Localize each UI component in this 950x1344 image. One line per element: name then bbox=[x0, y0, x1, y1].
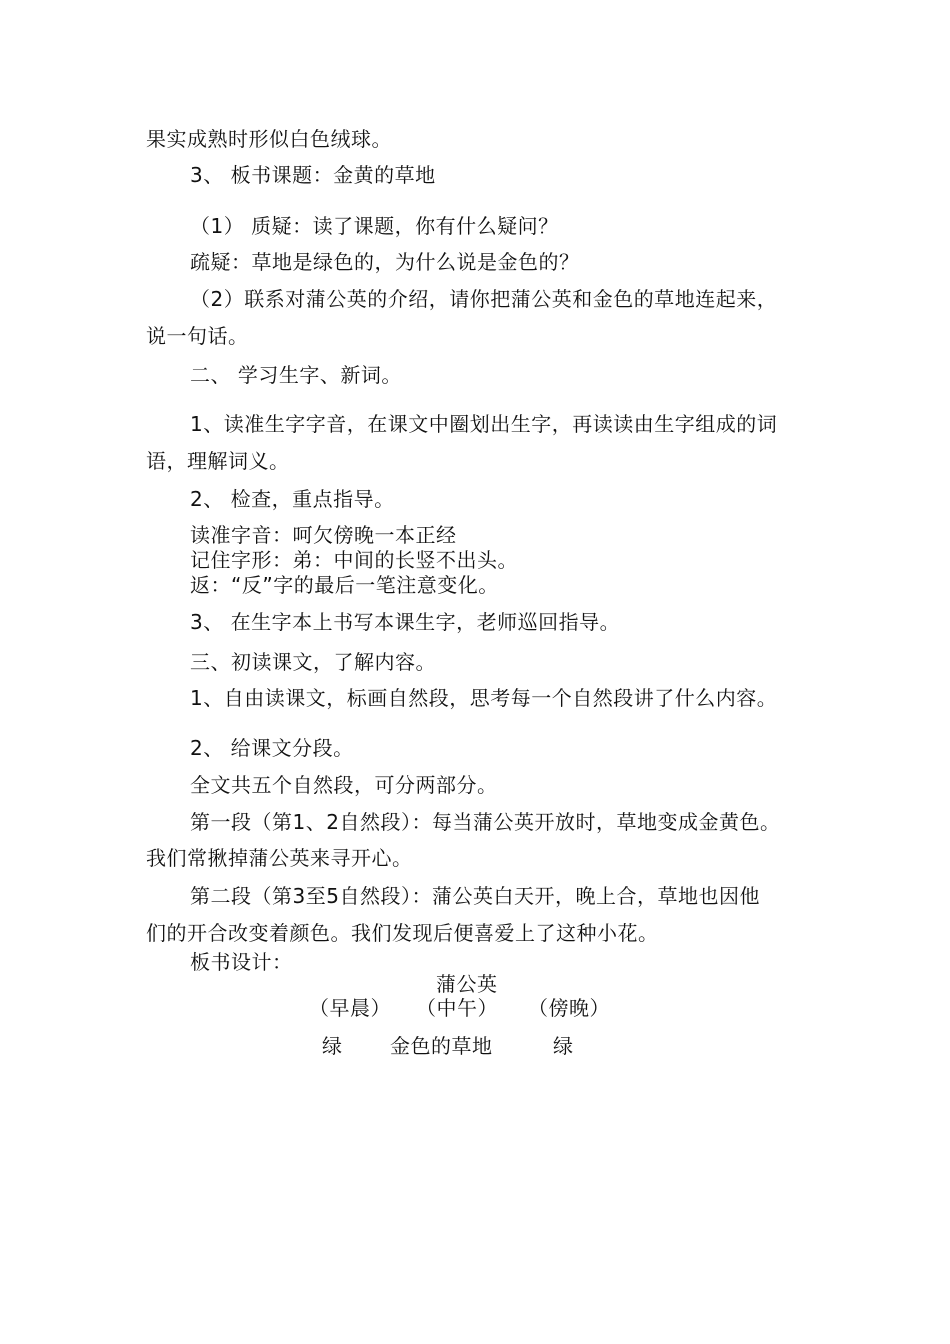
text-line: 3、 在生字本上书写本课生字，老师巡回指导。 bbox=[190, 610, 621, 634]
board-time-noon: （中午） bbox=[416, 996, 498, 1020]
board-color-evening: 绿 bbox=[553, 1034, 574, 1058]
text-line: 返：“反”字的最后一笔注意变化。 bbox=[190, 573, 499, 597]
text-line: 读准字音：呵欠傍晚一本正经 bbox=[190, 523, 457, 547]
board-design-label: 板书设计： bbox=[190, 950, 293, 974]
text-line: 全文共五个自然段，可分两部分。 bbox=[190, 773, 498, 797]
text-line: 2、 检查，重点指导。 bbox=[190, 487, 395, 511]
text-line: （2）联系对蒲公英的介绍，请你把蒲公英和金色的草地连起来， bbox=[190, 287, 778, 311]
text-line: 第二段（第3至5自然段）：蒲公英白天开，晚上合，草地也因他 bbox=[190, 884, 760, 908]
text-line: 说一句话。 bbox=[146, 324, 249, 348]
text-line: 们的开合改变着颜色。我们发现后便喜爱上了这种小花。 bbox=[146, 921, 659, 945]
board-time-morning: （早晨） bbox=[309, 996, 391, 1020]
board-color-noon: 金色的草地 bbox=[390, 1034, 493, 1058]
text-line: 第一段（第1、2自然段）：每当蒲公英开放时，草地变成金黄色。 bbox=[190, 810, 781, 834]
text-line: 果实成熟时形似白色绒球。 bbox=[146, 127, 392, 151]
text-line: 记住字形：弟：中间的长竖不出头。 bbox=[190, 548, 518, 572]
section-heading: 三、初读课文，了解内容。 bbox=[190, 650, 436, 674]
text-line: 2、 给课文分段。 bbox=[190, 736, 354, 760]
board-color-morning: 绿 bbox=[322, 1034, 343, 1058]
board-time-evening: （傍晚） bbox=[528, 996, 610, 1020]
board-title: 蒲公英 bbox=[436, 972, 498, 996]
section-heading: 二、 学习生字、新词。 bbox=[190, 363, 402, 387]
text-line: 我们常揪掉蒲公英来寻开心。 bbox=[146, 846, 413, 870]
text-line: 疏疑：草地是绿色的，为什么说是金色的？ bbox=[190, 250, 580, 274]
text-line: （1） 质疑：读了课题，你有什么疑问？ bbox=[190, 214, 559, 238]
text-line: 语，理解词义。 bbox=[146, 449, 290, 473]
text-line: 3、 板书课题：金黄的草地 bbox=[190, 163, 436, 187]
text-line: 1、读准生字字音，在课文中圈划出生字，再读读由生字组成的词 bbox=[190, 412, 778, 436]
text-line: 1、自由读课文，标画自然段，思考每一个自然段讲了什么内容。 bbox=[190, 686, 778, 710]
